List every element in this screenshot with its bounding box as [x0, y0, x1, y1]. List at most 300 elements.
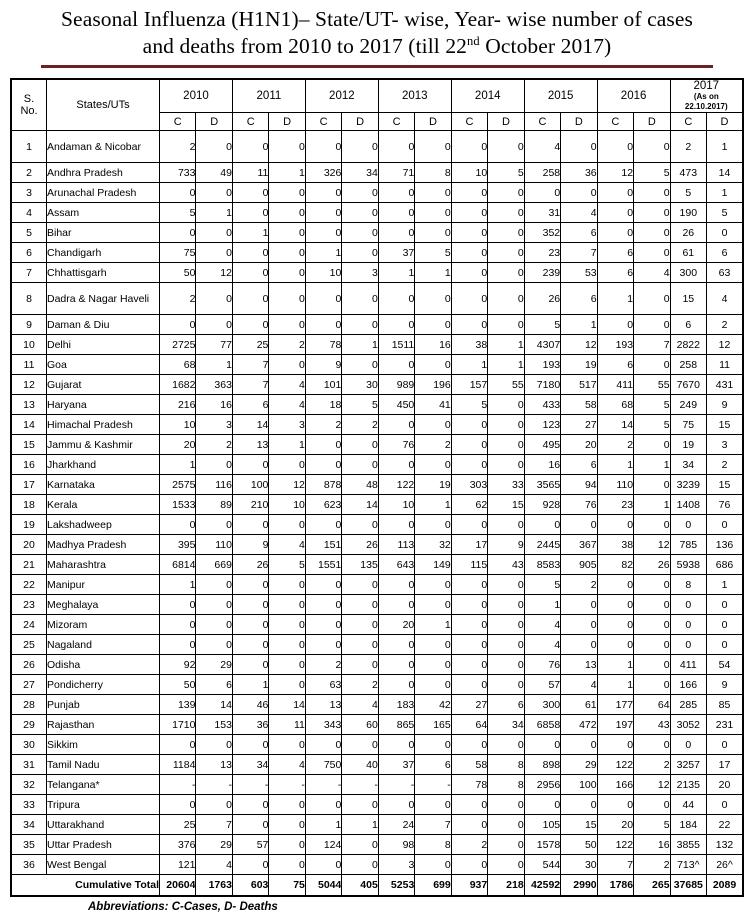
cell-value: 544	[524, 855, 560, 875]
cell-value: 0	[451, 223, 487, 243]
cell-value: 57	[524, 675, 560, 695]
cell-value: 0	[415, 635, 451, 655]
cell-serial-number: 15	[11, 435, 47, 455]
cell-value: 151	[305, 535, 341, 555]
cell-value: 4	[269, 395, 305, 415]
cell-value: 82	[597, 555, 633, 575]
cell-value: 1	[415, 495, 451, 515]
header-cases-2017: C	[670, 113, 706, 131]
cell-value: 0	[597, 595, 633, 615]
cell-serial-number: 14	[11, 415, 47, 435]
cell-value: 0	[269, 735, 305, 755]
cell-value: 122	[378, 475, 414, 495]
cell-value: 0	[488, 815, 524, 835]
cell-value: 40	[342, 755, 378, 775]
cell-value: 0	[160, 595, 196, 615]
cell-value: 3	[378, 855, 414, 875]
cell-value: 989	[378, 375, 414, 395]
cell-value: 26	[232, 555, 268, 575]
cell-value: 0	[305, 435, 341, 455]
cell-value: 0	[415, 315, 451, 335]
cell-value: 1	[160, 455, 196, 475]
cell-value: 132	[707, 835, 743, 855]
cell-value: 0	[196, 595, 232, 615]
cell-value: 124	[305, 835, 341, 855]
cell-value: 94	[561, 475, 597, 495]
header-year-2012: 2012	[305, 79, 378, 113]
cell-value: 0	[305, 183, 341, 203]
cell-serial-number: 33	[11, 795, 47, 815]
cell-value: 14	[342, 495, 378, 515]
cell-value: 16	[415, 335, 451, 355]
cell-serial-number: 16	[11, 455, 47, 475]
header-cases-2015: C	[524, 113, 560, 131]
table-row	[11, 735, 743, 755]
cell-value: 0	[269, 283, 305, 315]
cell-value: 29	[196, 835, 232, 855]
header-year-2017	[670, 79, 743, 113]
table-row	[11, 695, 743, 715]
cell-value: 3	[269, 415, 305, 435]
cell-value: 6	[561, 283, 597, 315]
cell-value: 0	[488, 655, 524, 675]
cell-value: 165	[415, 715, 451, 735]
cell-value: 0	[451, 635, 487, 655]
cell-value: 1	[305, 243, 341, 263]
cell-value: 8	[670, 575, 706, 595]
cell-value: 34	[488, 715, 524, 735]
cell-value: 7670	[670, 375, 706, 395]
cell-state-name: Manipur	[47, 575, 160, 595]
cell-value: 63	[305, 675, 341, 695]
cell-state-name: Pondicherry	[47, 675, 160, 695]
cell-value: 0	[196, 455, 232, 475]
cell-value: 0	[232, 183, 268, 203]
cell-value: 0	[196, 735, 232, 755]
cell-value: 0	[488, 575, 524, 595]
cell-value: 0	[378, 203, 414, 223]
cell-value: 0	[378, 595, 414, 615]
cell-value: 0	[488, 243, 524, 263]
table-row	[11, 835, 743, 855]
cell-value: 0	[415, 223, 451, 243]
cell-value: 0	[269, 315, 305, 335]
cell-value: 0	[634, 475, 670, 495]
cell-value: -	[378, 775, 414, 795]
cell-value: 352	[524, 223, 560, 243]
cell-value: 0	[232, 131, 268, 163]
cell-value: 9	[707, 675, 743, 695]
cell-value: 22	[707, 815, 743, 835]
cell-value: 0	[524, 515, 560, 535]
cell-serial-number: 6	[11, 243, 47, 263]
cell-value: 64	[451, 715, 487, 735]
cell-value: 1	[634, 455, 670, 475]
cell-value: 0	[305, 595, 341, 615]
cell-serial-number: 4	[11, 203, 47, 223]
cell-value: 686	[707, 555, 743, 575]
cell-value: 190	[670, 203, 706, 223]
cell-value: 6	[597, 355, 633, 375]
cell-value: 367	[561, 535, 597, 555]
cell-state-name: Chhattisgarh	[47, 263, 160, 283]
table-row	[11, 635, 743, 655]
header-cases-2012: C	[305, 113, 341, 131]
cell-value: 50	[160, 263, 196, 283]
cell-value: 0	[597, 635, 633, 655]
cell-value: 2	[634, 855, 670, 875]
cell-value: 0	[378, 315, 414, 335]
cell-value: 0	[488, 263, 524, 283]
cell-value: 4	[524, 131, 560, 163]
cell-value: 0	[451, 131, 487, 163]
cell-value: 6	[561, 455, 597, 475]
cell-value: 197	[597, 715, 633, 735]
cell-value: 0	[634, 283, 670, 315]
table-row	[11, 755, 743, 775]
cell-value: 0	[561, 131, 597, 163]
cell-value: 643	[378, 555, 414, 575]
cell-value: 0	[305, 735, 341, 755]
cell-value: 115	[451, 555, 487, 575]
cell-value: 0	[342, 735, 378, 755]
cell-value: 34	[342, 163, 378, 183]
table-row	[11, 203, 743, 223]
cell-value: 139	[160, 695, 196, 715]
cell-value: 14	[597, 415, 633, 435]
cell-value: 0	[451, 183, 487, 203]
table-row	[11, 183, 743, 203]
cell-value: 0	[634, 595, 670, 615]
cell-value: 0	[305, 315, 341, 335]
cell-value: 0	[378, 795, 414, 815]
cell-serial-number: 17	[11, 475, 47, 495]
cell-value: 0	[232, 243, 268, 263]
cell-state-name: Haryana	[47, 395, 160, 415]
cell-value: 2	[415, 435, 451, 455]
cell-value: 1	[415, 263, 451, 283]
header-deaths-2015: D	[561, 113, 597, 131]
cell-value: 64	[634, 695, 670, 715]
cell-value: 58	[451, 755, 487, 775]
cell-value: 0	[597, 795, 633, 815]
cell-value: 0	[488, 455, 524, 475]
cell-value: 166	[670, 675, 706, 695]
cell-value: 0	[451, 595, 487, 615]
table-row	[11, 435, 743, 455]
cumulative-total-row	[11, 875, 743, 897]
cell-value: 285	[670, 695, 706, 715]
cell-value: 0	[524, 795, 560, 815]
cell-value: 2	[305, 655, 341, 675]
cell-value: 0	[196, 635, 232, 655]
header-deaths-2010: D	[196, 113, 232, 131]
cell-value: 20	[561, 435, 597, 455]
cell-value: 0	[488, 283, 524, 315]
cell-value: 19	[561, 355, 597, 375]
cell-state-name: Jammu & Kashmir	[47, 435, 160, 455]
cell-value: 0	[160, 735, 196, 755]
cell-value: 9	[305, 355, 341, 375]
table-row	[11, 795, 743, 815]
cell-value: 473	[670, 163, 706, 183]
cumulative-total-value: 5253	[378, 875, 414, 897]
table-row	[11, 355, 743, 375]
cell-value: 7	[634, 335, 670, 355]
cell-value: 12	[597, 163, 633, 183]
cell-value: 0	[269, 243, 305, 263]
cell-value: 11	[269, 715, 305, 735]
cell-value: 0	[415, 455, 451, 475]
cell-state-name: Goa	[47, 355, 160, 375]
cell-value: 0	[488, 515, 524, 535]
cell-value: 0	[342, 655, 378, 675]
cell-value: 0	[342, 203, 378, 223]
cell-value: 61	[670, 243, 706, 263]
cumulative-total-value: 265	[634, 875, 670, 897]
header-cases-2014: C	[451, 113, 487, 131]
cell-value: 30	[561, 855, 597, 875]
cell-value: 0	[232, 315, 268, 335]
cell-value: 4	[269, 755, 305, 775]
cell-value: 0	[378, 515, 414, 535]
cell-serial-number: 2	[11, 163, 47, 183]
table-row	[11, 315, 743, 335]
page-title	[0, 0, 754, 68]
header-deaths-2016: D	[634, 113, 670, 131]
header-year-2011: 2011	[232, 79, 305, 113]
cell-value: 32	[415, 535, 451, 555]
table-row	[11, 163, 743, 183]
cell-state-name: Nagaland	[47, 635, 160, 655]
cell-value: 23	[524, 243, 560, 263]
cell-value: 62	[451, 495, 487, 515]
cell-serial-number: 31	[11, 755, 47, 775]
cell-value: 5	[160, 203, 196, 223]
cell-value: 2	[160, 283, 196, 315]
cell-value: 0	[305, 203, 341, 223]
cell-value: 0	[488, 595, 524, 615]
cell-value: 14	[707, 163, 743, 183]
cell-state-name: Andhra Pradesh	[47, 163, 160, 183]
cell-value: 183	[378, 695, 414, 715]
cell-value: 43	[488, 555, 524, 575]
cell-state-name: Uttarakhand	[47, 815, 160, 835]
cell-state-name: Himachal Pradesh	[47, 415, 160, 435]
cell-value: 23	[597, 495, 633, 515]
cell-serial-number: 19	[11, 515, 47, 535]
cell-value: 15	[707, 415, 743, 435]
cell-value: 431	[707, 375, 743, 395]
cell-value: 0	[488, 835, 524, 855]
cell-value: 0	[342, 315, 378, 335]
cell-value: 623	[305, 495, 341, 515]
cell-value: 9	[488, 535, 524, 555]
cell-value: 177	[597, 695, 633, 715]
cell-serial-number: 7	[11, 263, 47, 283]
cell-value: 1551	[305, 555, 341, 575]
cell-value: 78	[451, 775, 487, 795]
header-serial-line2: No.	[20, 105, 38, 117]
cell-value: 6	[597, 243, 633, 263]
cell-value: 25	[160, 815, 196, 835]
cell-value: 2445	[524, 535, 560, 555]
cell-value: 48	[342, 475, 378, 495]
cell-value: 76	[707, 495, 743, 515]
cell-value: 75	[670, 415, 706, 435]
cell-value: 5	[488, 163, 524, 183]
cell-value: 0	[597, 615, 633, 635]
cell-value: 5938	[670, 555, 706, 575]
cell-value: 29	[196, 655, 232, 675]
cell-serial-number: 27	[11, 675, 47, 695]
cell-value: 0	[378, 455, 414, 475]
cell-value: 14	[196, 695, 232, 715]
cell-value: 2822	[670, 335, 706, 355]
cell-value: 6858	[524, 715, 560, 735]
cell-value: 0	[269, 263, 305, 283]
cumulative-total-value: 2089	[707, 875, 743, 897]
cell-value: 1	[160, 575, 196, 595]
cell-value: 0	[415, 595, 451, 615]
cell-value: 110	[597, 475, 633, 495]
cell-value: 0	[342, 635, 378, 655]
cell-value: 1578	[524, 835, 560, 855]
cell-value: 0	[415, 283, 451, 315]
cell-value: 1	[597, 455, 633, 475]
cell-state-name: Jharkhand	[47, 455, 160, 475]
cell-value: 8	[415, 835, 451, 855]
influenza-data-table	[10, 78, 744, 897]
cell-value: 7	[232, 375, 268, 395]
cumulative-total-value: 937	[451, 875, 487, 897]
cumulative-total-value: 603	[232, 875, 268, 897]
cell-value: 0	[415, 655, 451, 675]
cell-value: 1	[707, 131, 743, 163]
cell-value: 363	[196, 375, 232, 395]
cell-state-name: Chandigarh	[47, 243, 160, 263]
cell-value: 121	[160, 855, 196, 875]
cell-value: 0	[634, 575, 670, 595]
cell-value: 1	[196, 355, 232, 375]
cell-value: 100	[232, 475, 268, 495]
header-cases-2011: C	[232, 113, 268, 131]
cell-value: 231	[707, 715, 743, 735]
cell-value: 0	[415, 795, 451, 815]
cell-value: 17	[451, 535, 487, 555]
cell-value: 0	[378, 415, 414, 435]
cell-value: 0	[378, 635, 414, 655]
cell-value: 1	[488, 355, 524, 375]
cell-value: 0	[305, 515, 341, 535]
cell-value: 26	[524, 283, 560, 315]
cell-value: 0	[160, 795, 196, 815]
cell-value: 4	[561, 203, 597, 223]
cell-serial-number: 22	[11, 575, 47, 595]
cell-value: 0	[670, 735, 706, 755]
cell-value: 0	[378, 223, 414, 243]
cell-value: 0	[561, 735, 597, 755]
cell-value: 12	[196, 263, 232, 283]
cell-value: 0	[415, 415, 451, 435]
cell-value: 0	[269, 515, 305, 535]
cell-value: 0	[232, 455, 268, 475]
cell-value: 157	[451, 375, 487, 395]
cell-value: 0	[415, 515, 451, 535]
title-line-1: Seasonal Influenza (H1N1)– State/UT- wise, Year- wise number of cases	[61, 7, 693, 31]
cell-value: 0	[707, 223, 743, 243]
cell-value: 6	[488, 695, 524, 715]
cell-value: 10	[451, 163, 487, 183]
cell-value: 43	[634, 715, 670, 735]
cell-state-name: Maharashtra	[47, 555, 160, 575]
cell-value: 0	[634, 203, 670, 223]
cell-value: 0	[451, 815, 487, 835]
cell-value: 26	[634, 555, 670, 575]
cell-value: 9	[232, 535, 268, 555]
cell-value: 0	[160, 183, 196, 203]
cell-value: 0	[269, 795, 305, 815]
cell-state-name: Meghalaya	[47, 595, 160, 615]
cell-value: 166	[597, 775, 633, 795]
cell-value: 27	[451, 695, 487, 715]
cell-value: 0	[451, 735, 487, 755]
cell-value: 0	[232, 615, 268, 635]
cell-serial-number: 11	[11, 355, 47, 375]
cell-value: 0	[451, 575, 487, 595]
cell-serial-number: 10	[11, 335, 47, 355]
cell-value: 0	[342, 575, 378, 595]
cell-value: 92	[160, 655, 196, 675]
cell-value: 0	[634, 515, 670, 535]
header-deaths-2017: D	[707, 113, 743, 131]
cell-value: 1408	[670, 495, 706, 515]
cell-value: 12	[269, 475, 305, 495]
cell-value: 0	[342, 855, 378, 875]
cell-value: 34	[232, 755, 268, 775]
cell-value: 3855	[670, 835, 706, 855]
cell-value: 85	[707, 695, 743, 715]
cell-value: 376	[160, 835, 196, 855]
cell-value: 0	[707, 615, 743, 635]
cell-value: 0	[597, 131, 633, 163]
header-cases-2010: C	[160, 113, 196, 131]
cell-value: 27	[561, 415, 597, 435]
cell-value: 16	[524, 455, 560, 475]
cell-value: 0	[232, 203, 268, 223]
cell-value: 0	[561, 795, 597, 815]
cell-value: 878	[305, 475, 341, 495]
cell-value: 0	[305, 635, 341, 655]
header-cases-2016: C	[597, 113, 633, 131]
cumulative-total-value: 2990	[561, 875, 597, 897]
cell-value: 0	[269, 595, 305, 615]
cell-value: 0	[488, 735, 524, 755]
cell-value: 4	[524, 615, 560, 635]
cell-state-name: Uttar Pradesh	[47, 835, 160, 855]
cell-value: 38	[597, 535, 633, 555]
cell-state-name: Dadra & Nagar Haveli	[47, 283, 160, 315]
header-year-2014: 2014	[451, 79, 524, 113]
header-year-2017-sub1: (As on	[693, 92, 719, 101]
table-row	[11, 815, 743, 835]
cell-value: -	[415, 775, 451, 795]
cell-value: 12	[634, 775, 670, 795]
cell-value: 110	[196, 535, 232, 555]
cell-value: 33	[488, 475, 524, 495]
cell-value: 0	[597, 515, 633, 535]
cell-value: 249	[670, 395, 706, 415]
